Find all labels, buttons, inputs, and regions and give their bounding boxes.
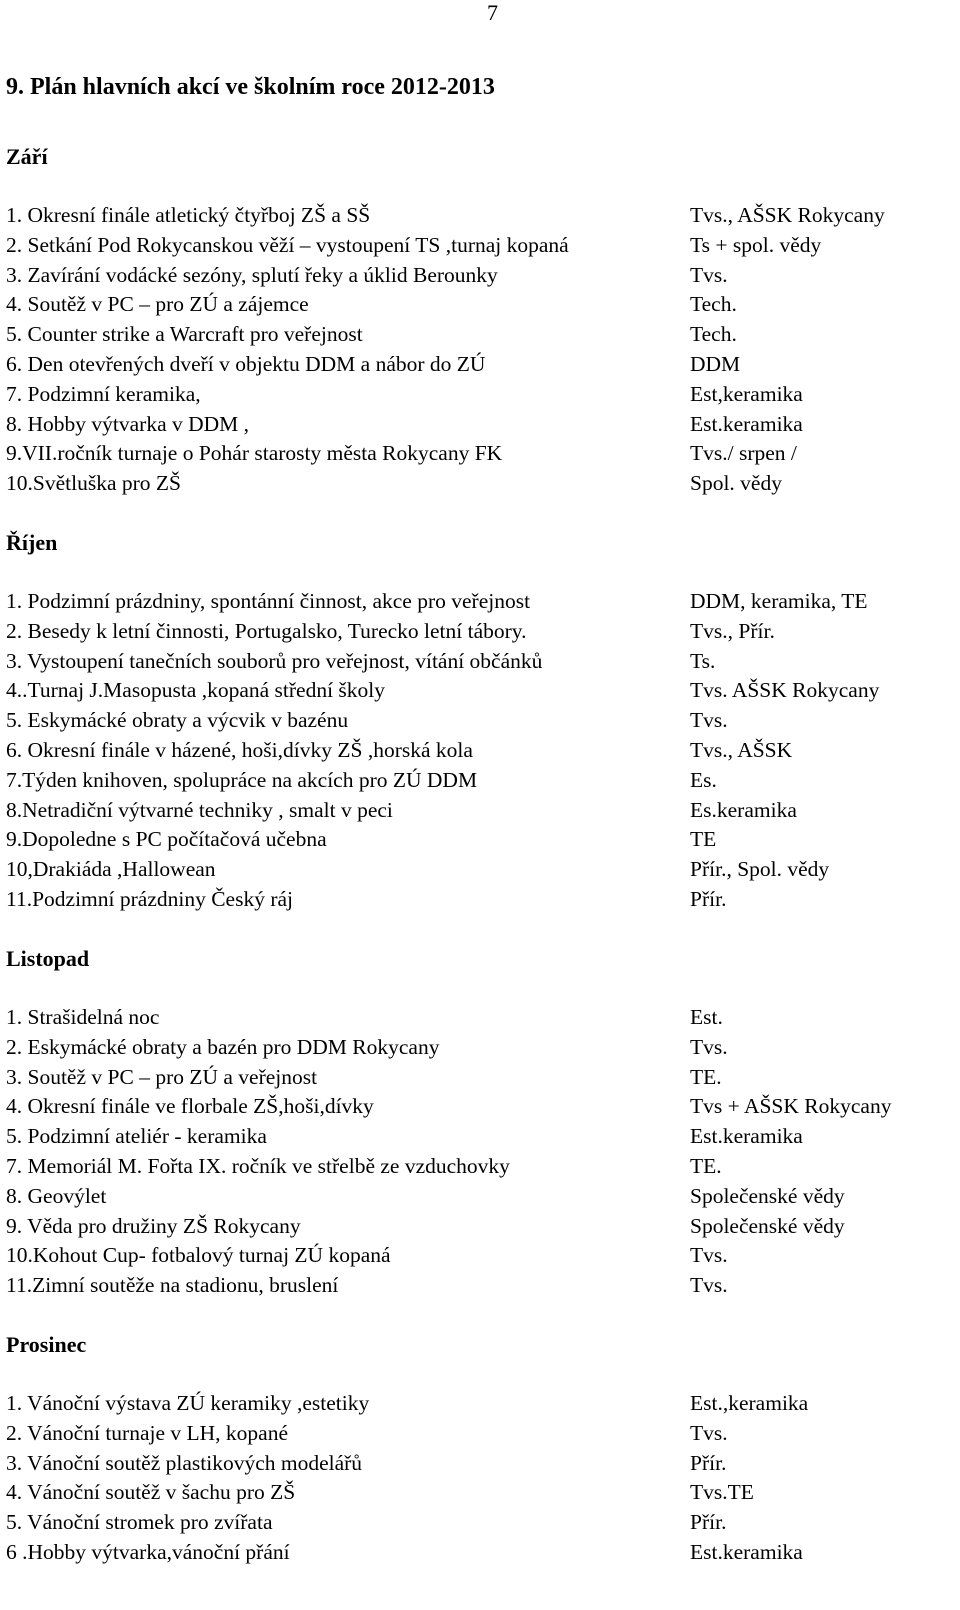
activity-name: 8.Netradiční výtvarné techniky , smalt v peci — [6, 797, 393, 822]
organizer: Tvs. — [690, 262, 728, 287]
activity-name: 3. Vystoupení tanečních souborů pro veřejnost, vítání občánků — [6, 648, 543, 673]
section-3 — [6, 1330, 960, 1568]
section-0 — [6, 142, 960, 499]
activity-name: 4. Soutěž v PC – pro ZÚ a zájemce — [6, 292, 309, 317]
list-item — [6, 231, 960, 261]
organizer: Tech. — [690, 322, 737, 347]
activity-name: 10.Kohout Cup- fotbalový turnaj ZÚ kopaná — [6, 1243, 391, 1268]
list-item — [6, 1419, 960, 1449]
list-item — [6, 766, 960, 796]
activity-name: 4..Turnaj J.Masopusta ,kopaná střední školy — [6, 678, 386, 703]
organizer: Est,keramika — [690, 381, 803, 406]
list-item — [6, 1003, 960, 1033]
activity-name: 7. Memoriál M. Fořta IX. ročník ve střelbě ze vzduchovky — [6, 1153, 510, 1178]
activity-name: 3. Zavírání vodácké sezóny, splutí řeky a úklid Berounky — [6, 262, 498, 287]
list-item — [6, 290, 960, 320]
section-heading: Prosinec — [6, 1332, 87, 1357]
organizer: Tvs., AŠSK Rokycany — [690, 203, 885, 227]
list-item — [6, 1122, 960, 1152]
activity-name: 6 .Hobby výtvarka,vánoční přání — [6, 1539, 290, 1564]
activity-name: 11.Zimní soutěže na stadionu, bruslení — [6, 1273, 339, 1298]
list-item — [6, 647, 960, 677]
activity-list — [6, 201, 960, 499]
list-item — [6, 1449, 960, 1479]
activity-name: 1. Vánoční výstava ZÚ keramiky ,estetiky — [6, 1391, 370, 1415]
organizer: Tvs. — [690, 1243, 728, 1268]
activity-name: 2. Setkání Pod Rokycanskou věží – vystoupení TS ,turnaj kopaná — [6, 232, 569, 257]
activity-name: 5. Counter strike a Warcraft pro veřejnost — [6, 322, 363, 347]
list-item — [6, 1389, 960, 1419]
organizer: Tvs. — [690, 1273, 728, 1298]
list-item — [6, 1092, 960, 1122]
organizer: Společenské vědy — [690, 1183, 845, 1208]
organizer: Tvs., AŠSK — [690, 737, 793, 762]
activity-name: 8. Geovýlet — [6, 1183, 107, 1208]
organizer: Est.keramika — [690, 1539, 803, 1564]
section-1 — [6, 528, 960, 915]
list-item — [6, 1241, 960, 1271]
organizer: Tvs./ srpen / — [690, 441, 797, 466]
section-heading: Listopad — [6, 946, 90, 971]
organizer: Ts + spol. vědy — [690, 232, 822, 257]
list-item — [6, 855, 960, 885]
organizer: Ts. — [690, 648, 716, 673]
activity-list — [6, 1389, 960, 1568]
list-item — [6, 469, 960, 499]
activity-name: 10.Světluška pro ZŠ — [6, 471, 181, 496]
list-item — [6, 320, 960, 350]
organizer: Est. — [690, 1005, 723, 1029]
activity-name: 11.Podzimní prázdniny Český ráj — [6, 886, 294, 911]
list-item — [6, 1478, 960, 1508]
activity-name: 5. Vánoční stromek pro zvířata — [6, 1510, 273, 1535]
activity-name: 9.VII.ročník turnaje o Pohár starosty města Rokycany FK — [6, 441, 503, 466]
list-item — [6, 410, 960, 440]
activity-name: 4. Okresní finále ve florbale ZŠ,hoši,dívky — [6, 1094, 374, 1119]
organizer: TE. — [690, 1153, 722, 1178]
organizer: Tvs.TE — [690, 1480, 754, 1505]
organizer: Přír. — [690, 886, 727, 911]
list-item — [6, 261, 960, 291]
activity-name: 6. Okresní finále v házené, hoši,dívky ZŠ ,horská kola — [6, 737, 473, 762]
activity-name: 8. Hobby výtvarka v DDM , — [6, 411, 250, 436]
activity-name: 1. Okresní finále atletický čtyřboj ZŠ a SŠ — [6, 203, 371, 227]
activity-name: 4. Vánoční soutěž v šachu pro ZŠ — [6, 1480, 296, 1505]
section-heading: Říjen — [6, 530, 58, 555]
section-2 — [6, 944, 960, 1301]
organizer: Přír. — [690, 1510, 727, 1535]
organizer: Es. — [690, 767, 717, 792]
activity-name: 7.Týden knihoven, spolupráce na akcích pro ZÚ DDM — [6, 767, 478, 792]
organizer: Tvs. AŠSK Rokycany — [690, 678, 880, 703]
page-title: 9. Plán hlavních akcí ve školním roce 2012-2013 — [6, 74, 495, 100]
list-item — [6, 1063, 960, 1093]
list-item — [6, 885, 960, 915]
organizer: Tvs., Přír. — [690, 618, 775, 643]
activity-name: 9. Věda pro družiny ZŠ Rokycany — [6, 1213, 301, 1238]
activity-name: 1. Podzimní prázdniny, spontánní činnost, akce pro veřejnost — [6, 589, 531, 613]
activity-name: 6. Den otevřených dveří v objektu DDM a nábor do ZÚ — [6, 351, 486, 376]
organizer: DDM — [690, 351, 741, 376]
list-item — [6, 1182, 960, 1212]
organizer: TE. — [690, 1064, 722, 1089]
activity-name: 5. Podzimní ateliér - keramika — [6, 1124, 267, 1149]
list-item — [6, 736, 960, 766]
list-item — [6, 587, 960, 617]
organizer: Est.,keramika — [690, 1391, 809, 1415]
organizer: Tech. — [690, 292, 737, 317]
organizer: Spol. vědy — [690, 471, 782, 496]
activity-list — [6, 1003, 960, 1301]
section-heading: Září — [6, 144, 48, 169]
organizer: Tvs. — [690, 708, 728, 733]
activity-name: 1. Strašidelná noc — [6, 1005, 160, 1029]
activity-name: 2. Besedy k letní činnosti, Portugalsko, Turecko letní tábory. — [6, 618, 527, 643]
activity-name: 2. Eskymácké obraty a bazén pro DDM Rokycany — [6, 1034, 440, 1059]
organizer: DDM, keramika, TE — [690, 589, 868, 613]
list-item — [6, 1033, 960, 1063]
activity-list — [6, 587, 960, 915]
activity-name: 3. Soutěž v PC – pro ZÚ a veřejnost — [6, 1064, 318, 1089]
list-item — [6, 1152, 960, 1182]
organizer: Společenské vědy — [690, 1213, 845, 1238]
page-number: 7 — [487, 0, 498, 25]
organizer: Přír., Spol. vědy — [690, 857, 830, 882]
organizer: Tvs. — [690, 1034, 728, 1059]
organizer: TE — [690, 827, 717, 852]
activity-name: 10,Drakiáda ,Hallowean — [6, 857, 216, 882]
list-item — [6, 1538, 960, 1568]
list-item — [6, 617, 960, 647]
organizer: Est.keramika — [690, 1124, 803, 1149]
organizer: Přír. — [690, 1450, 727, 1475]
organizer: Es.keramika — [690, 797, 797, 822]
organizer: Tvs. — [690, 1420, 728, 1445]
list-item — [6, 1271, 960, 1301]
activity-name: 7. Podzimní keramika, — [6, 381, 201, 406]
activity-name: 5. Eskymácké obraty a výcvik v bazénu — [6, 708, 349, 733]
list-item — [6, 706, 960, 736]
list-item — [6, 825, 960, 855]
list-item — [6, 350, 960, 380]
list-item — [6, 796, 960, 826]
list-item — [6, 1212, 960, 1242]
list-item — [6, 380, 960, 410]
activity-name: 3. Vánoční soutěž plastikových modelářů — [6, 1450, 363, 1475]
activity-name: 2. Vánoční turnaje v LH, kopané — [6, 1420, 289, 1445]
list-item — [6, 1508, 960, 1538]
list-item — [6, 439, 960, 469]
organizer: Est.keramika — [690, 411, 803, 436]
list-item — [6, 201, 960, 231]
list-item — [6, 676, 960, 706]
organizer: Tvs + AŠSK Rokycany — [690, 1094, 892, 1119]
activity-name: 9.Dopoledne s PC počítačová učebna — [6, 827, 327, 852]
